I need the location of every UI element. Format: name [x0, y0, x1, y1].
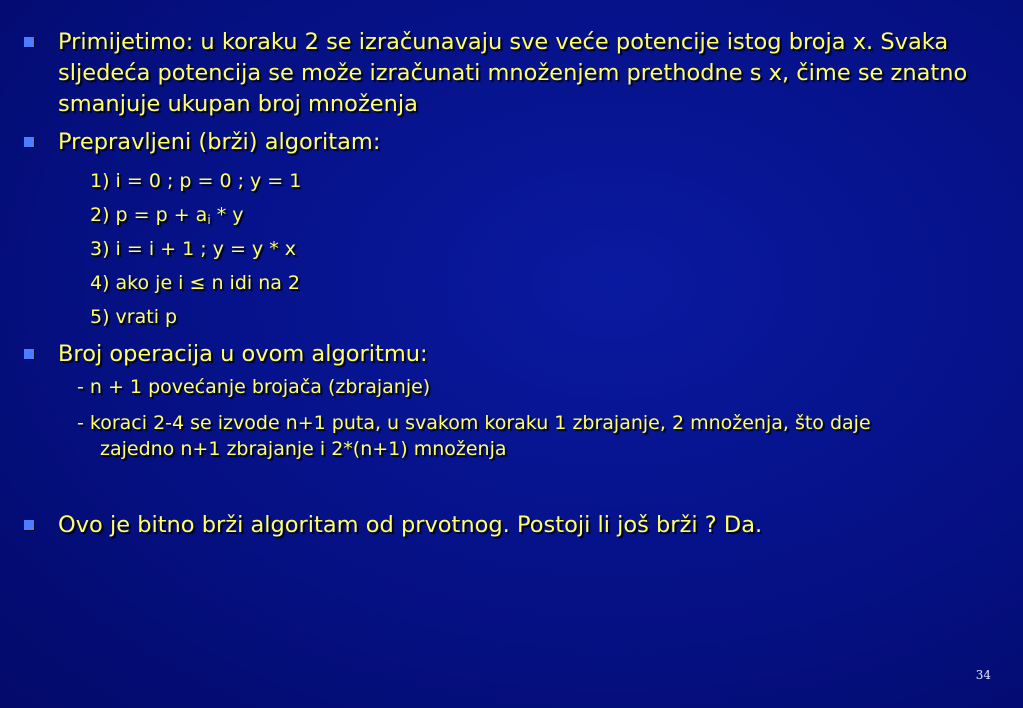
algorithm-step-5: 5) vrati p: [90, 306, 178, 328]
page-number: 34: [975, 668, 991, 682]
bullet-text: Primijetimo: u koraku 2 se izračunavaju sve veće potencije istog broja x. Svaka sljedeća potencija se može izračunati množenjem prethodne s x, čime se znatno smanjuje ukupan broj množenja: [58, 29, 968, 117]
bullet-item-conclusion: [24, 510, 998, 541]
bullet-text: Broj operacija u ovom algoritmu:: [58, 341, 428, 367]
operations-line-steps: [77, 410, 977, 462]
algorithm-step-3: 3) i = i + 1 ; y = y * x: [90, 238, 296, 260]
operations-line-steps-second: zajedno n+1 zbrajanje i 2*(n+1) množenja: [100, 438, 507, 460]
operations-line-steps-first: - koraci 2-4 se izvode n+1 puta, u svakom koraku 1 zbrajanje, 2 množenja, što daje: [77, 412, 871, 434]
step-2-subscript: i: [207, 213, 211, 227]
bullet-text: Prepravljeni (brži) algoritam:: [58, 129, 381, 155]
algorithm-step-1: 1) i = 0 ; p = 0 ; y = 1: [90, 170, 302, 192]
square-bullet-icon: [24, 137, 34, 147]
square-bullet-icon: [24, 520, 34, 530]
operations-line-counter: - n + 1 povećanje brojača (zbrajanje): [77, 376, 431, 398]
algorithm-step-4: 4) ako je i ≤ n idi na 2: [90, 272, 301, 294]
bullet-item-observation: [24, 27, 998, 120]
square-bullet-icon: [24, 349, 34, 359]
bullet-item-operations-heading: [24, 339, 998, 370]
bullet-item-algorithm-heading: [24, 127, 998, 158]
bullet-text: Ovo je bitno brži algoritam od prvotnog. Postoji li još brži ? Da.: [58, 512, 763, 538]
step-2-tail: * y: [210, 204, 244, 226]
square-bullet-icon: [24, 37, 34, 47]
algorithm-step-2: [90, 203, 243, 232]
step-2-main: 2) p = p + a: [90, 204, 208, 226]
